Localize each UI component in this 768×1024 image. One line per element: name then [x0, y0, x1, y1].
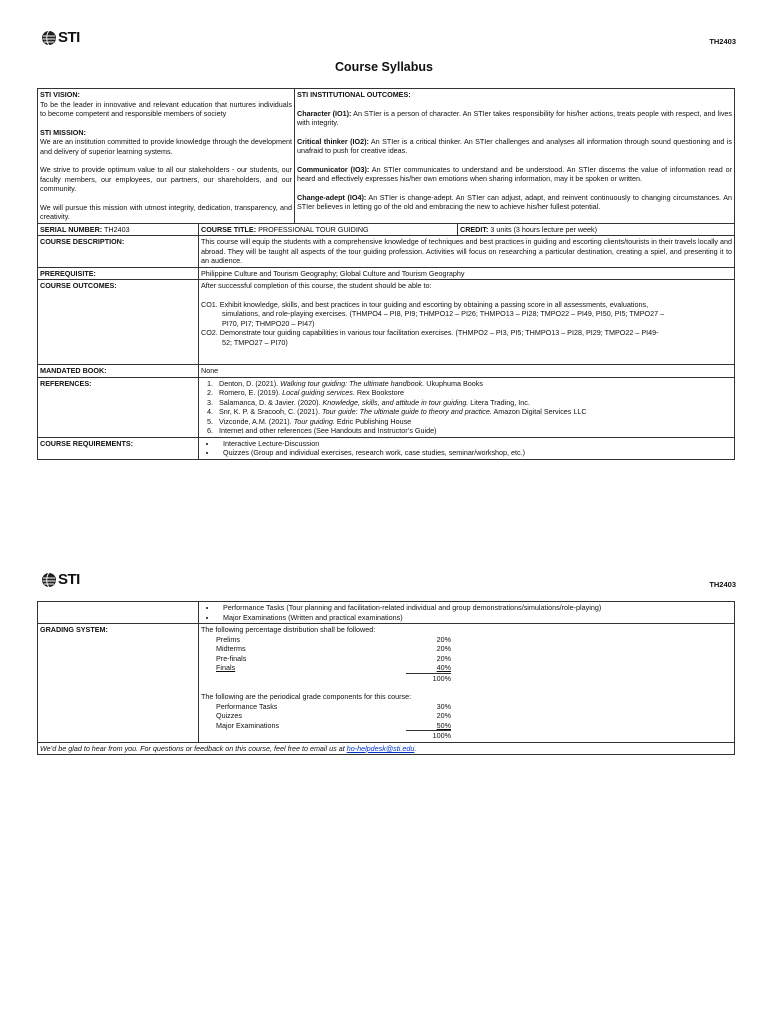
co1-line-3: PI70, PI7; THMPO20 – PI47): [222, 318, 315, 328]
outcomes-label: STI INSTITUTIONAL OUTCOMES:: [297, 90, 411, 99]
syllabus-table-page2: [37, 601, 735, 755]
co1-line-2: simulations, and role-playing exercises. (THMPO4 – PI8, PI9; THMPO12 – PI26; THMPO13 – PI28; TMPO22 – PI49, PI50, PI5; TMPO27 –: [222, 309, 665, 318]
logo-text: STI: [58, 29, 80, 46]
logo-text: STI: [58, 571, 80, 588]
requirement-item: • Interactive Lecture-Discussion: [217, 439, 732, 449]
feedback-footer: We’d be glad to hear from you. For questions or feedback on this course, feel free to email us at ho-helpdesk@sti.edu.: [38, 742, 735, 755]
references-label: REFERENCES:: [38, 377, 199, 437]
sti-logo: [41, 29, 80, 46]
mandated-book-value: None: [199, 365, 735, 378]
grade-row: Prelims 20%: [216, 634, 451, 644]
co1-line-1: CO1. Exhibit knowledge, skills, and best practices in tour guiding and escorting by obtaining a passing score in all assessments, evaluations,: [201, 299, 649, 309]
grading-cell: [199, 624, 735, 743]
references-cell: [199, 377, 735, 437]
grade-row: Pre-finals 20%: [216, 653, 451, 663]
course-title-value: PROFESSIONAL TOUR GUIDING: [258, 224, 369, 234]
requirement-item: • Quizzes (Group and individual exercises, research work, case studies, seminar/workshop, etc.): [217, 448, 732, 458]
requirements-list-continued: [201, 603, 732, 622]
reference-item: 6. Internet and other references (See Handouts and Instructor’s Guide): [215, 426, 732, 436]
component-row: Major Examinations 50%: [216, 720, 451, 730]
mission-label: STI MISSION:: [40, 127, 86, 137]
prerequisite-label: PREREQUISITE:: [38, 267, 199, 280]
requirement-item: • Performance Tasks (Tour planning and facilitation-related individual and group demonstrations/simulations/role-playing): [217, 603, 732, 613]
sti-logo-page2: [41, 571, 80, 588]
requirements-continued-cell: [199, 602, 735, 624]
component-total: 100%: [201, 730, 451, 741]
co2-line-2: 52; TMPO27 – PI70): [222, 337, 288, 347]
course-title-cell: COURSE TITLE: PROFESSIONAL TOUR GUIDING: [199, 223, 458, 236]
sti-globe-icon: [41, 572, 57, 588]
doc-code-page2: TH2403: [709, 580, 736, 589]
reference-item: 2. Romero, E. (2019). Local guiding services. Rex Bookstore: [215, 388, 732, 398]
requirements-label: COURSE REQUIREMENTS:: [38, 437, 199, 459]
requirements-cell: [199, 437, 735, 459]
reference-item: 4. Snr, K. P. & Sracooh, C. (2021). Tour guide: The ultimate guide to theory and practice. Amazon Digital Services LLC: [215, 407, 732, 417]
grading-label: GRADING SYSTEM:: [38, 624, 199, 743]
mission-text-3: We will pursue this mission with utmost integrity, dedication, transparency, and creativity.: [40, 202, 292, 221]
institutional-outcomes-cell: [295, 89, 735, 224]
reference-item: 1. Denton, D. (2021). Walking tour guiding: The ultimate handbook. Ukuphuma Books: [215, 379, 732, 389]
outcome-io4: Change-adept (IO4): An STIer is change-adept. An STIer can adjust, adapt, and reinvent continuously to changing circumstances. An STIer believes in letting go of the old and embracing the new to achieve his/her fullest potential.: [297, 192, 733, 211]
reference-item: 5. Vizconde, A.M. (2021). Tour guiding. Edric Publishing House: [215, 417, 732, 427]
helpdesk-email-link[interactable]: ho-helpdesk@sti.edu: [346, 743, 415, 753]
vision-text: To be the leader in innovative and relevant education that nurtures individuals to become competent and responsible members of society: [40, 99, 292, 118]
serial-value: TH2403: [104, 224, 130, 234]
outcome-io2: Critical thinker (IO2): An STIer is a critical thinker. An STIer challenges and analyses all information through sound questioning and is unafraid to push for creative ideas.: [297, 136, 733, 155]
mission-text-2: We strive to provide optimum value to all our stakeholders - our students, our faculty members, our employees, our partners, our shareholders, and our community.: [40, 165, 292, 193]
course-outcomes-label: COURSE OUTCOMES:: [38, 280, 199, 365]
sti-globe-icon: [41, 30, 57, 46]
grading-intro-2: The following are the periodical grade components for this course:: [201, 692, 412, 701]
prerequisite-value: Philippine Culture and Tourism Geography; Global Culture and Tourism Geography: [199, 267, 735, 280]
outcome-io3: Communicator (IO3): An STIer communicates to understand and be understood. An STIer discerns the value of information read or heard and effectively expresses his/her own emotions when sharing information, may it be spoken or written.: [297, 164, 733, 183]
vision-label: STI VISION:: [40, 90, 80, 99]
requirements-continued-label: [38, 602, 199, 624]
credit-value: 3 units (3 hours lecture per week): [490, 224, 598, 234]
credit-cell: CREDIT: 3 units (3 hours lecture per week): [458, 223, 735, 236]
course-outcomes-intro: After successful completion of this course, the student should be able to:: [201, 281, 432, 290]
grading-intro-1: The following percentage distribution shall be followed:: [201, 625, 376, 634]
description-text: This course will equip the students with a comprehensive knowledge of techniques and best practices in guiding and escorting clients/tourists in their travels locally and abroad. They will be taught all aspects of the tour guiding profession. Activities will focus on researching a particular destination, creating a spiel, and presenting it to an audience.: [199, 236, 735, 268]
mandated-book-label: MANDATED BOOK:: [38, 365, 199, 378]
requirements-list: [201, 439, 732, 458]
requirement-item: • Major Examinations (Written and practical examinations): [217, 613, 732, 623]
grade-row: Midterms 20%: [216, 644, 451, 653]
syllabus-table: [37, 88, 735, 460]
grade-total: 100%: [201, 673, 451, 684]
mission-text-1: We are an institution committed to provide knowledge through the development and delivery of superior learning systems.: [40, 137, 292, 156]
references-list: [201, 379, 732, 436]
doc-code: TH2403: [709, 37, 736, 46]
reference-item: 3. Salamanca, D. & Javier. (2020). Knowledge, skills, and attitude in tour guiding. Litera Trading, Inc.: [215, 398, 732, 408]
description-label: COURSE DESCRIPTION:: [38, 236, 199, 268]
outcome-io1: Character (IO1): An STIer is a person of character. An STIer takes responsibility for his/her actions, treats people with respect, and lives with integrity.: [297, 108, 733, 127]
component-row: Quizzes 20%: [216, 711, 451, 720]
co2-line-1: CO2. Demonstrate tour guiding capabilities in various tour facilitation exercises. (THMPO2 – PI3, PI5; THMPO13 – PI28, PI29; TMPO22 – PI49-: [201, 328, 659, 337]
component-row: Performance Tasks 30%: [216, 701, 451, 711]
course-outcomes-cell: [199, 280, 735, 365]
vision-mission-cell: [38, 89, 295, 224]
serial-cell: SERIAL NUMBER: TH2403: [38, 223, 199, 236]
page-title: Course Syllabus: [335, 60, 433, 74]
grade-row: Finals 40%: [216, 663, 451, 672]
